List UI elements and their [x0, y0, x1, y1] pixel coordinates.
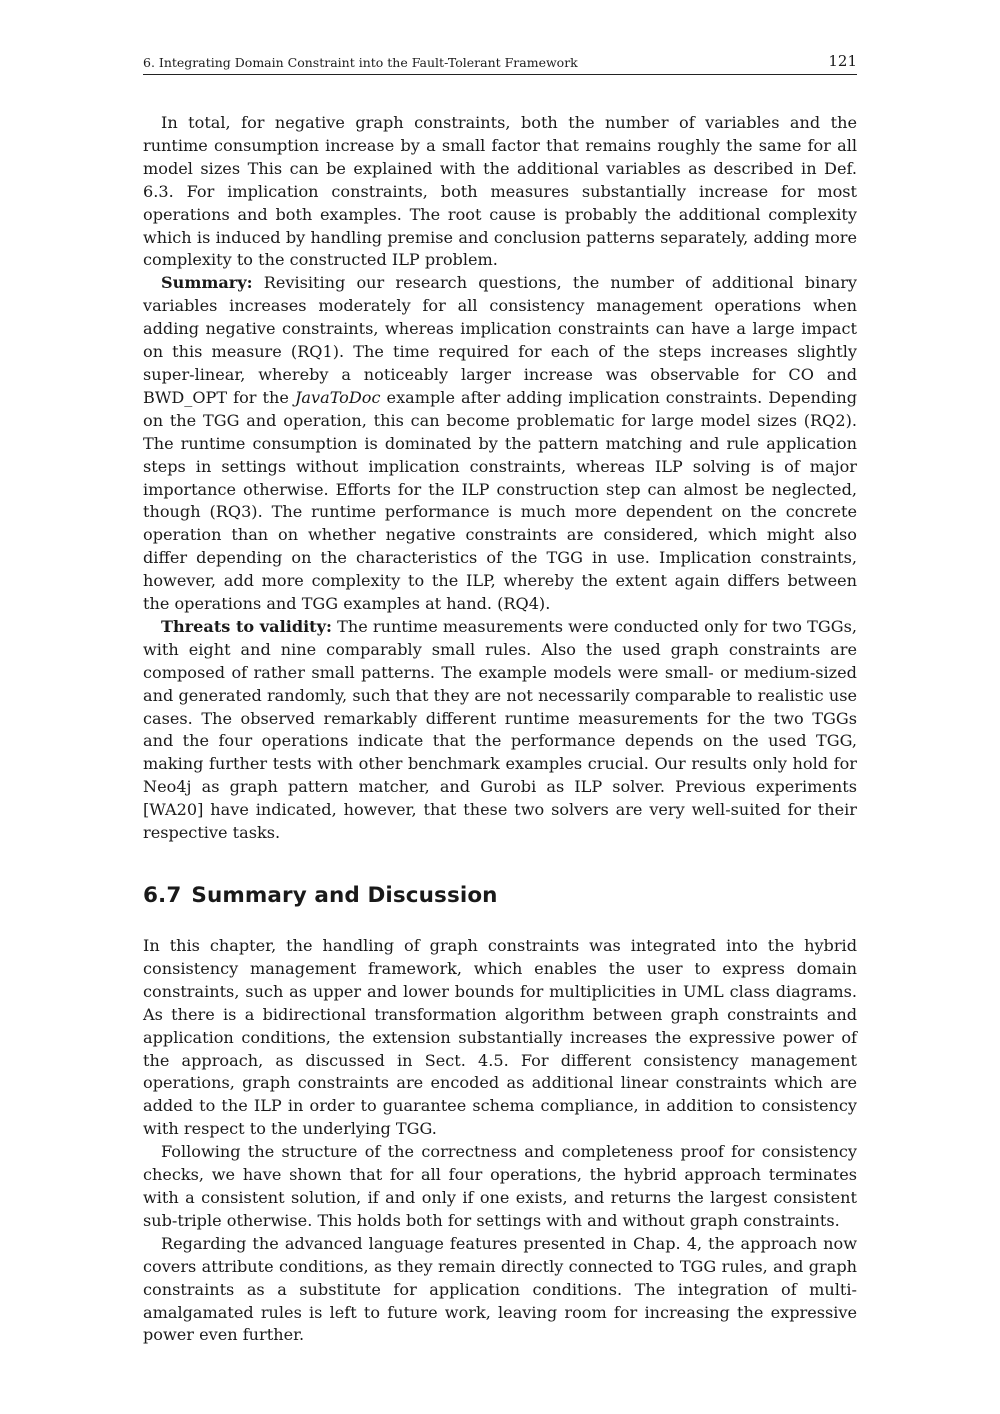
paragraph-threats: [143, 616, 857, 845]
page-number: 121: [828, 52, 857, 70]
threats-text: The runtime measurements were conducted only for two TGGs, with eight and nine comparably small rules. Also the used graph constraints are composed of rather small patterns. The example models were small- or medium-sized and generated randomly, such that they are not necessarily comparable to realistic use cases. The observed remarkably different runtime measurements for the two TGGs and the four operations indicate that the performance depends on the used TGG, making further tests with other benchmark examples crucial. Our results only hold for Neo4j as graph pattern matcher, and Gurobi as ILP solver. Previous experiments [WA20] have indicated, however, that these two solvers are very well-suited for their respective tasks.: [143, 616, 857, 843]
section-paragraph-3: Regarding the advanced language features presented in Chap. 4, the approach now covers attribute conditions, as they remain directly connected to TGG rules, and graph constraints as a substitute for application conditions. The integration of multi-amalgamated rules is left to future work, leaving room for increasing the expressive power even further.: [143, 1233, 857, 1345]
section-text: [143, 935, 857, 1347]
summary-label: Summary:: [161, 273, 253, 293]
threats-label: Threats to validity:: [161, 616, 332, 636]
section-paragraph-2: Following the structure of the correctness and completeness proof for consistency checks, we have shown that for all four operations, the hybrid approach terminates with a consistent solution, if and only if one exists, and returns the largest consistent sub-triple otherwise. This holds both for settings with and without graph constraints.: [143, 1142, 857, 1230]
body-text: [143, 112, 857, 845]
paragraph-summary: [143, 272, 857, 616]
summary-italic-term: JavaToDoc: [294, 387, 381, 407]
section-number: 6.7: [143, 883, 182, 908]
section-paragraph-1: In this chapter, the handling of graph constraints was integrated into the hybrid consistency management framework, which enables the user to express domain constraints, such as upper and lower bounds for multiplicities in UML class diagrams. As there is a bidirectional transformation algorithm between graph constraints and application conditions, the extension substantially increases the expressive power of the approach, as discussed in Sect. 4.5. For different consistency management operations, graph constraints are encoded as additional linear constraints which are added to the ILP in order to guarantee schema compliance, in addition to consistency with respect to the underlying TGG.: [143, 936, 857, 1139]
paragraph-total: In total, for negative graph constraints, both the number of variables and the runtime consumption increase by a small factor that remains roughly the same for all model sizes This can be explained with the additional variables as described in Def. 6.3. For implication constraints, both measures substantially increase for most operations and both examples. The root cause is probably the additional complexity which is induced by handling premise and conclusion patterns separately, adding more complexity to the constructed ILP problem.: [143, 113, 857, 270]
summary-text-b: example after adding implication constraints. Depending on the TGG and operation, this can become problematic for large model sizes (RQ2). The runtime consumption is dominated by the pattern matching and rule application steps in settings without implication constraints, whereas ILP solving is of major importance otherwise. Efforts for the ILP construction step can almost be neglected, though (RQ3). The runtime performance is much more dependent on the concrete operation than on whether negative constraints are considered, which might also differ depending on the characteristics of the TGG in use. Implication constraints, however, add more complexity to the ILP, whereby the extent again differs between the operations and TGG examples at hand. (RQ4).: [143, 387, 857, 614]
section-heading: [143, 883, 857, 908]
summary-text-a: Revisiting our research questions, the number of additional binary variables increases moderately for all consistency management operations when adding negative constraints, whereas implication constraints can have a large impact on this measure (RQ1). The time required for each of the steps increases slightly super-linear, whereby a noticeably larger increase was observable for CO and BWD_OPT for the: [143, 273, 857, 407]
running-header: [143, 52, 857, 75]
section-title: Summary and Discussion: [191, 883, 498, 908]
page: [143, 52, 857, 1347]
chapter-title: 6. Integrating Domain Constraint into the Fault-Tolerant Framework: [143, 55, 578, 70]
